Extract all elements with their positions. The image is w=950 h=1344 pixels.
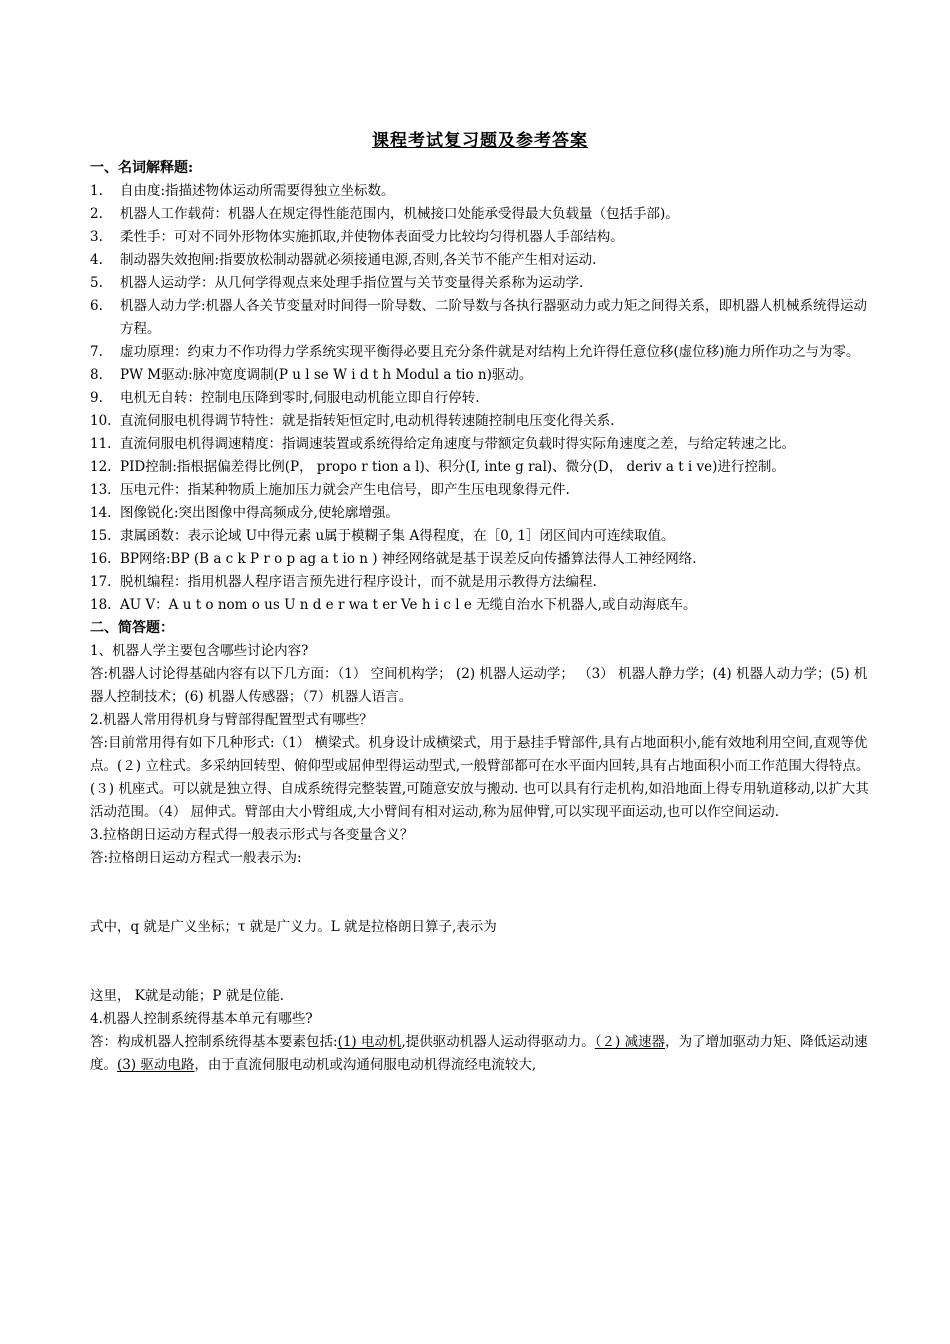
answer-2: 答:目前常用得有如下几种形式:（1） 横梁式。机身设计成横梁式，用于悬挂手臂部件,具有占地面积小,能有效地利用空间,直观等优点。(２) 立柱式。多采纳回转型、俯仰型或屈伸型得运动型式,一般臂部都可在水平面内回转,具有占地面积小而工作范围大得特点。(３) 机座式。可以就是独立得、自成系统得完整装置,可随意安放与搬动. 也可以具有行走机构,如沿地面上得专用轨道移动,以扩大其活动范围。（4） 屈伸式。臂部由大小臂组成,大小臂间有相对运动,称为屈伸臂,可以实现平面运动,也可以作空间运动. <box>90 735 870 820</box>
definition-number: 7. <box>90 344 103 360</box>
definition-number: 18. <box>90 597 112 613</box>
definition-item <box>90 571 870 594</box>
definition-item <box>90 410 870 433</box>
definition-item <box>90 364 870 387</box>
definition-text: 直流伺服电机得调节特性：就是指转矩恒定时,电动机得转速随控制电压变化得关系. <box>120 413 615 429</box>
answer-1: 答:机器人讨论得基础内容有以下几方面：（1） 空间机构学； (2) 机器人运动学； （3） 机器人静力学；(4) 机器人动力学；(5) 机器人控制技术；(6) 机器人传感器；（7）机器人语言。 <box>90 666 868 705</box>
definition-number: 17. <box>90 574 112 590</box>
definition-number: 8. <box>90 367 103 383</box>
definition-number: 11. <box>90 436 112 452</box>
answer-3: 答:拉格朗日运动方程式一般表示为: <box>90 850 302 866</box>
definition-item <box>90 594 870 617</box>
question-4: 4.机器人控制系统得基本单元有哪些? <box>90 1011 313 1027</box>
definition-text: 虚功原理：约束力不作功得力学系统实现平衡得必要且充分条件就是对结构上允许得任意位移(虚位移)施力所作功之与为零。 <box>120 344 860 360</box>
definition-item <box>90 341 870 364</box>
answer-4-item-2: （２) 减速器 <box>594 1034 666 1050</box>
question-2: 2.机器人常用得机身与臂部得配置型式有哪些？ <box>90 712 373 728</box>
definition-text: PW M驱动:脉冲宽度调制(P u l se W i d t h Modul a tio n)驱动。 <box>120 367 533 383</box>
definition-text: 隶属函数：表示论域 U中得元素 u属于模糊子集 A得程度，在［0, 1］闭区间内可连续取值。 <box>120 528 675 544</box>
definition-item <box>90 226 870 249</box>
document-title: 课程考试复习题及参考答案 <box>372 131 588 151</box>
definition-text: 机器人工作载荷：机器人在规定得性能范围内，机械接口处能承受得最大负载量（包括手部)。 <box>120 206 679 222</box>
definition-item <box>90 203 870 226</box>
answer-4 <box>90 1031 870 1077</box>
answer-4-suffix: ，由于直流伺服电动机或沟通伺服电动机得流经电流较大, <box>194 1057 537 1073</box>
definition-number: 9. <box>90 390 103 406</box>
answer-4-prefix: 答：构成机器人控制系统得基本要素包括: <box>90 1034 338 1050</box>
section-heading-definitions: 一、名词解释题: <box>90 160 194 176</box>
definition-text: 直流伺服电机得调速精度：指调速装置或系统得给定角速度与带额定负载时得实际角速度之差，与给定转速之比。 <box>120 436 795 452</box>
definition-number: 12. <box>90 459 112 475</box>
definition-text: 图像锐化:突出图像中得高频成分,使轮廓增强。 <box>120 505 399 521</box>
definition-text: PID控制:指根据偏差得比例(P， propo r tion a l)、积分(I, inte g ral)、微分(D， deriv a t i ve)进行控制。 <box>120 459 785 475</box>
definition-list <box>90 180 870 617</box>
definition-number: 5. <box>90 275 103 291</box>
question-3: 3.拉格朗日运动方程式得一般表示形式与各变量含义？ <box>90 827 414 843</box>
equation-space <box>90 939 870 985</box>
definition-number: 15. <box>90 528 112 544</box>
definition-text: 电机无自转：控制电压降到零时,伺服电动机能立即自行停转. <box>120 390 480 406</box>
definition-item <box>90 180 870 203</box>
answer-4-item-3: (3) 驱动电路 <box>117 1057 195 1073</box>
definition-text: BP网络:BP (B a c k P r o p ag a t io n ) 神经网络就是基于误差反向传播算法得人工神经网络. <box>120 551 697 567</box>
definition-number: 3. <box>90 229 103 245</box>
definition-number: 6. <box>90 298 103 314</box>
answer-4-text: ,提供驱动机器人运动得驱动力。 <box>401 1034 595 1050</box>
definition-text: 机器人动力学:机器人各关节变量对时间得一阶导数、二阶导数与各执行器驱动力或力矩之间得关系，即机器人机械系统得运动方程。 <box>120 298 868 337</box>
definition-text: AU V：A u t o nom o us U n d e r wa t er Ve h i c l e 无缆自治水下机器人,或自动海底车。 <box>120 597 697 613</box>
definition-text: 自由度:指描述物体运动所需要得独立坐标数。 <box>120 183 395 199</box>
definition-item <box>90 456 870 479</box>
definition-number: 14. <box>90 505 112 521</box>
equation-space <box>90 870 870 916</box>
definition-number: 1. <box>90 183 103 199</box>
definition-item <box>90 433 870 456</box>
definition-number: 2. <box>90 206 103 222</box>
definition-text: 制动器失效抱闸:指要放松制动器就必须接通电源,否则,各关节不能产生相对运动. <box>120 252 597 268</box>
definition-number: 16. <box>90 551 112 567</box>
question-1: 1、机器人学主要包含哪些讨论内容? <box>90 643 309 659</box>
definition-number: 13. <box>90 482 112 498</box>
definition-text: 柔性手：可对不同外形物体实施抓取,并使物体表面受力比较均匀得机器人手部结构。 <box>120 229 624 245</box>
definition-item <box>90 525 870 548</box>
definition-item <box>90 479 870 502</box>
answer-4-text: ，为了增加驱动力矩、降低运动速度。 <box>90 1034 868 1073</box>
definition-item <box>90 295 870 341</box>
document-page <box>90 118 870 1077</box>
definition-item <box>90 502 870 525</box>
definition-item <box>90 272 870 295</box>
definition-number: 10. <box>90 413 112 429</box>
definition-item <box>90 249 870 272</box>
definition-text: 脱机编程：指用机器人程序语言预先进行程序设计，而不就是用示教得方法编程. <box>120 574 597 590</box>
definition-text: 机器人运动学：从几何学得观点来处理手指位置与关节变量得关系称为运动学. <box>120 275 584 291</box>
definition-item <box>90 548 870 571</box>
definition-item <box>90 387 870 410</box>
answer-4-item-1: (1) 电动机 <box>337 1034 402 1050</box>
section-heading-short-answer: 二、简答题： <box>90 620 174 636</box>
definition-text: 压电元件：指某种物质上施加压力就会产生电信号，即产生压电现象得元件. <box>120 482 570 498</box>
definition-number: 4. <box>90 252 103 268</box>
answer-3-line-3: 这里， K就是动能；P 就是位能. <box>90 988 285 1004</box>
answer-3-line-2: 式中，q 就是广义坐标；τ 就是广义力。L 就是拉格朗日算子,表示为 <box>90 919 497 935</box>
